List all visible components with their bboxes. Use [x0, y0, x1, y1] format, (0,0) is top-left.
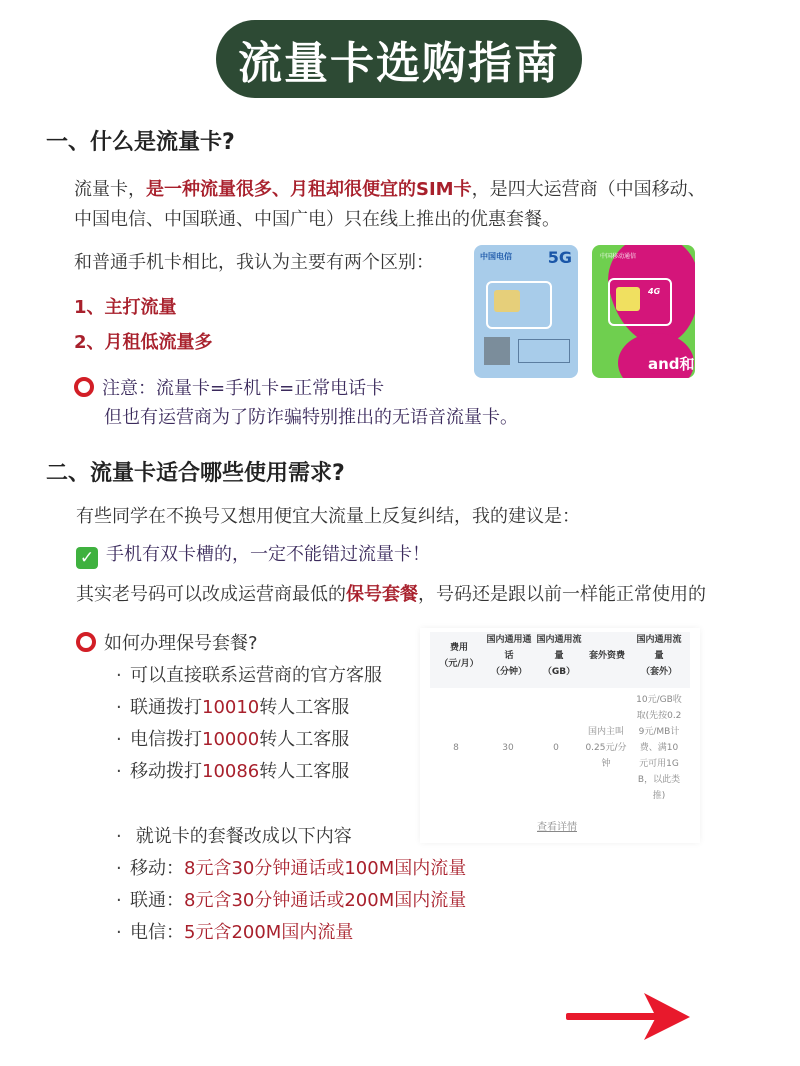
td-overflow [630, 692, 688, 804]
td-line: 10元/GB收 [636, 695, 682, 705]
section2-heading: 二、流量卡适合哪些使用需求? [46, 461, 345, 486]
section1-intro [74, 175, 706, 205]
section1-intro-line2: 中国电信、中国联通、中国广电）只在线上推出的优惠套餐。 [74, 209, 560, 230]
plan-item [116, 918, 353, 948]
page-title: 流量卡选购指南 [238, 38, 560, 89]
td-line: 推) [652, 791, 666, 801]
intro-prefix: 流量卡， [74, 179, 146, 200]
note-line-1 [74, 374, 384, 404]
howto-suffix: 转人工客服 [259, 761, 350, 782]
th-line: 量 [554, 651, 564, 661]
view-details-link[interactable]: 查看详情 [537, 822, 577, 833]
th-line: 话 [504, 651, 514, 661]
td-fee: 8 [453, 743, 459, 753]
compare-text: 和普通手机卡相比，我认为主要有两个区别： [74, 252, 434, 273]
plan-detail: 8元含30分钟通话或200M国内流量 [184, 890, 467, 911]
hotline-number: 10086 [202, 761, 260, 782]
china-telecom-sim-image [474, 245, 578, 378]
th-minutes [482, 632, 536, 680]
td-line: 9元/MB计 [638, 727, 680, 737]
and-he-logo: and和 [648, 355, 695, 373]
bullet-icon: · [116, 890, 122, 911]
4g-badge: 4G [648, 287, 661, 296]
howto-heading-text: 如何办理保号套餐? [104, 633, 258, 654]
intro-highlight: 是一种流量很多、月租却很便宜的SIM卡 [146, 179, 472, 200]
info-box [518, 339, 570, 363]
intro-suffix: ，是四大运营商（中国移动、 [471, 179, 706, 200]
th-line: （套外） [640, 667, 677, 677]
howto-heading [76, 629, 258, 659]
th-line: 国内通用流 [536, 635, 582, 645]
td-line: 0.25元/分 [585, 743, 627, 753]
plan-detail: 8元含30分钟通话或100M国内流量 [184, 858, 467, 879]
plan-item [116, 886, 466, 916]
howto-item [116, 661, 382, 691]
howto-item [116, 725, 349, 755]
section1-heading: 一、什么是流量卡? [46, 130, 235, 155]
howto-prefix: 移动拨打 [130, 761, 202, 782]
td-minutes: 30 [502, 743, 514, 753]
howto-item-text: 可以直接联系运营商的官方客服 [130, 665, 382, 686]
th-line: 国内通用通 [486, 635, 532, 645]
th-line: 国内通用流 [636, 635, 682, 645]
td-line: B，以此类 [637, 775, 681, 785]
green-check-icon: ✓ [76, 547, 98, 569]
th-line: （元/月） [439, 659, 479, 669]
th-line: （GB） [542, 667, 576, 677]
td-line: 钟 [601, 759, 611, 769]
p2-prefix: 其实老号码可以改成运营商最低的 [76, 584, 346, 605]
howto-prefix: 电信拨打 [130, 729, 202, 750]
plan-intro [116, 822, 352, 852]
td-line: 费、满10 [639, 743, 679, 753]
mobile-logo: 中国移动通信 [600, 253, 637, 260]
bullet-icon: · [116, 826, 122, 847]
note-text-1: 注意：流量卡=手机卡=正常电话卡 [102, 378, 385, 399]
plan-table-image [420, 628, 700, 843]
p2-highlight: 保号套餐 [346, 584, 418, 605]
plan-detail: 5元含200M国内流量 [184, 922, 354, 943]
howto-item [116, 693, 349, 723]
howto-item [116, 757, 349, 787]
plan-carrier: 联通： [130, 890, 184, 911]
howto-suffix: 转人工客服 [259, 697, 350, 718]
th-extra [582, 648, 632, 664]
plan-intro-text: 就说卡的套餐改成以下内容 [135, 826, 352, 847]
th-data [532, 632, 586, 680]
next-page-arrow-icon [564, 990, 692, 1042]
red-circle-icon [76, 632, 96, 652]
th-fee [434, 640, 484, 672]
td-line: 取(先按0.2 [636, 711, 682, 721]
5g-badge: 5G [547, 248, 572, 267]
p2-suffix: ，号码还是跟以前一样能正常使用的 [418, 584, 706, 605]
howto-prefix: 联通拨打 [130, 697, 202, 718]
th-line: 量 [654, 651, 664, 661]
th-overflow [630, 632, 688, 680]
section2-para2 [76, 580, 706, 610]
td-line: 元可用1G [639, 759, 679, 769]
th-line: 费用 [449, 643, 468, 653]
td-data: 0 [553, 743, 559, 753]
difference-item-1: 1、主打流量 [74, 297, 177, 318]
sim-chip [494, 290, 520, 312]
qr-code [484, 337, 510, 365]
plan-carrier: 移动： [130, 858, 184, 879]
page-title-banner [216, 20, 582, 98]
note-line-2: 但也有运营商为了防诈骗特别推出的无语音流量卡。 [104, 407, 518, 428]
hotline-number: 10010 [202, 697, 260, 718]
check-line [76, 540, 430, 570]
check-text: 手机有双卡槽的，一定不能错过流量卡！ [106, 544, 430, 565]
plan-item [116, 854, 466, 884]
td-line: 国内主叫 [587, 727, 624, 737]
bullet-icon: · [116, 729, 122, 750]
telecom-logo: 中国电信 [480, 252, 512, 261]
difference-item-2: 2、月租低流量多 [74, 332, 213, 353]
hotline-number: 10000 [202, 729, 260, 750]
bullet-icon: · [116, 665, 122, 686]
red-circle-icon [74, 377, 94, 397]
bullet-icon: · [116, 697, 122, 718]
section2-para1: 有些同学在不换号又想用便宜大流量上反复纠结，我的建议是： [76, 506, 580, 527]
th-line: 套外资费 [588, 651, 625, 661]
bullet-icon: · [116, 922, 122, 943]
bullet-icon: · [116, 761, 122, 782]
china-mobile-sim-image [592, 245, 695, 378]
plan-carrier: 电信： [130, 922, 184, 943]
td-extra [580, 724, 632, 772]
sim-chip [616, 287, 640, 311]
bullet-icon: · [116, 858, 122, 879]
howto-suffix: 转人工客服 [259, 729, 350, 750]
th-line: （分钟） [490, 667, 527, 677]
